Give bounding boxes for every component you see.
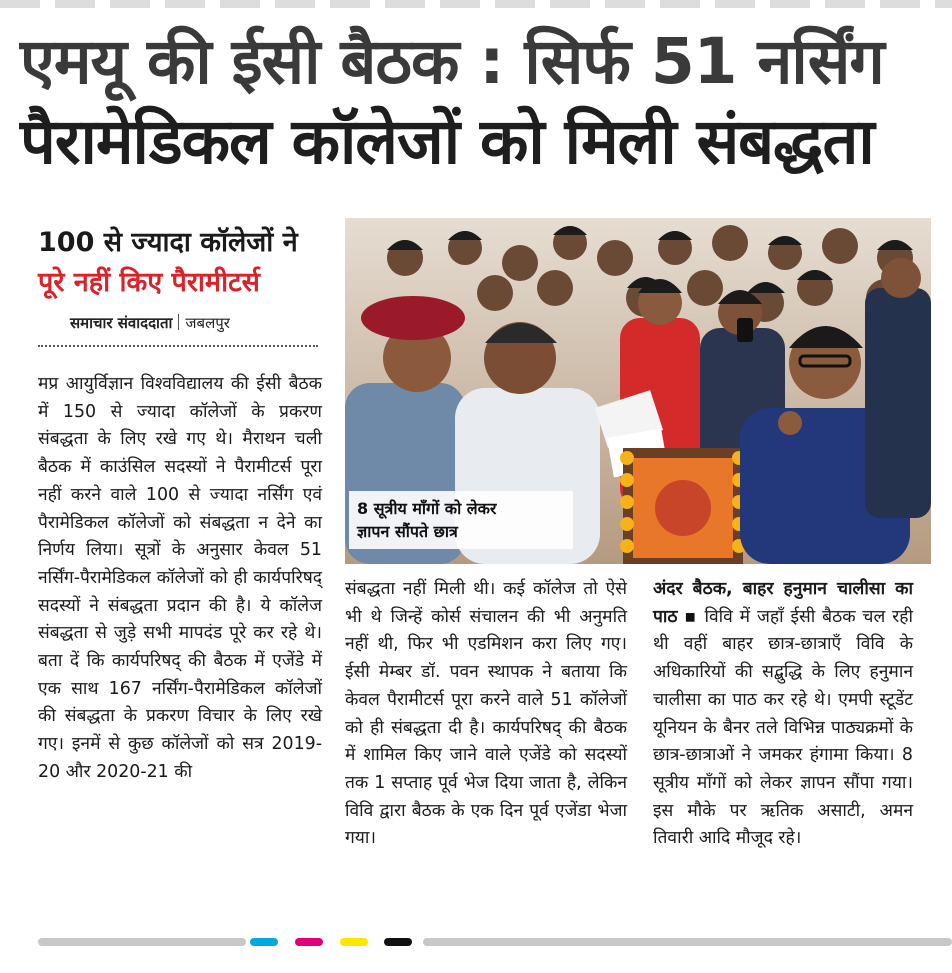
article-column-3-text: विवि में जहाँ ईसी बैठक चल रही थी वहीं बाहर छात्र-छात्राएँ विवि के अधिकारियों की सद्बुद्धि के लिए हनुमान चालीसा का पाठ कर रहे थे। एमपी स्टूडेंट यूनियन के बैनर तले विभिन्न पाठ्यक्रमों के छात्र-छात्राओं ने जमकर हंगामा किया। 8 सूत्रीय माँगों को लेकर ज्ञापन सौंपा गया। इस मौके पर ऋतिक असाटी, अमन तिवारी आदि मौजूद रहे। [653, 606, 914, 849]
headline-line-1: एमयू की ईसी बैठक : सिर्फ 51 नर्सिंग [20, 25, 884, 98]
headline-line-2: पैरामेडिकल कॉलेजों को मिली संबद्धता [20, 105, 874, 178]
article-column-1-text: मप्र आयुर्विज्ञान विश्वविद्यालय की ईसी बैठक में 150 से ज्यादा कॉलेजों के प्रकरण संबद्धता के लिए रखे गए थे। मैराथन चली बैठक में काउंसिल सदस्यों ने पैरामीटर्स पूरा नहीं करने वाले 100 से ज्यादा नर्सिंग एवं पैरामेडिकल कॉलेजों को संबद्धता न देने का निर्णय लिया। सूत्रों के अनुसार केवल 51 नर्सिंग-पैरामेडिकल कॉलेजों को ही कार्यपरिषद् सदस्यों ने संबद्धता प्रदान की है। ये कॉलेज संबद्धता से जुड़े सभी मापदंड पूरे कर रहे थे। बता दें कि कार्यपरिषद् की बैठक में एजेंडे में एक साथ 167 नर्सिंग-पैरामेडिकल कॉलेजों की संबद्धता के प्रकरण विचार के लिए रखे गए। इनमें से कुछ कॉलेजों को सत्र 2019-20 और 2020-21 की [38, 374, 322, 782]
article-column-3 [653, 576, 913, 853]
byline [70, 313, 230, 333]
article-column-1 [38, 371, 322, 787]
registration-mark-cyan [250, 938, 278, 946]
byline-reporter: समाचार संवाददाता [70, 314, 173, 332]
registration-mark-magenta [295, 938, 323, 946]
photo-caption-line-2: ज्ञापन सौंपते छात्र [357, 522, 458, 541]
previous-article-strip [0, 0, 952, 8]
article-column-3-paragraph [653, 576, 913, 853]
page-footer-bar-right [423, 938, 952, 946]
byline-separator [178, 314, 179, 330]
subheadline-line-2: पूरे नहीं किए पैरामीटर्स [38, 267, 260, 298]
registration-mark-black [384, 938, 412, 946]
registration-mark-yellow [340, 938, 368, 946]
article-column-2-text: संबद्धता नहीं मिली थी। कई कॉलेज तो ऐसे भी थे जिन्हें कोर्स संचालन की भी अनुमति नहीं थी, फिर भी एडमिशन करा लिए गए। ईसी मेम्बर डॉ. पवन स्थापक ने बताया कि केवल पैरामीटर्स पूरा करने वाले 51 कॉलेजों को ही संबद्धता दी है। कार्यपरिषद् की बैठक में शामिल किए जाने वाले एजेंडे को सदस्यों तक 1 सप्ताह पूर्व भेज दिया जाता है, लेकिन विवि द्वारा बैठक के एक दिन पूर्व एजेंडा भेजा गया। [345, 579, 627, 849]
photo-caption-line-1: 8 सूत्रीय माँगों को लेकर [357, 499, 497, 518]
photo-caption [349, 491, 573, 549]
headline [20, 22, 930, 182]
page-footer-bar-left [38, 938, 246, 946]
byline-divider [38, 345, 318, 347]
subheadline-line-1: 100 से ज्यादा कॉलेजों ने [38, 227, 298, 258]
article-column-2 [345, 576, 627, 853]
bullet-icon: ▪ [684, 606, 698, 627]
sidebar-heading: अंदर बैठक, बाहर हनुमान चालीसा का पाठ [653, 579, 913, 627]
byline-city: जबलपुर [185, 314, 230, 332]
